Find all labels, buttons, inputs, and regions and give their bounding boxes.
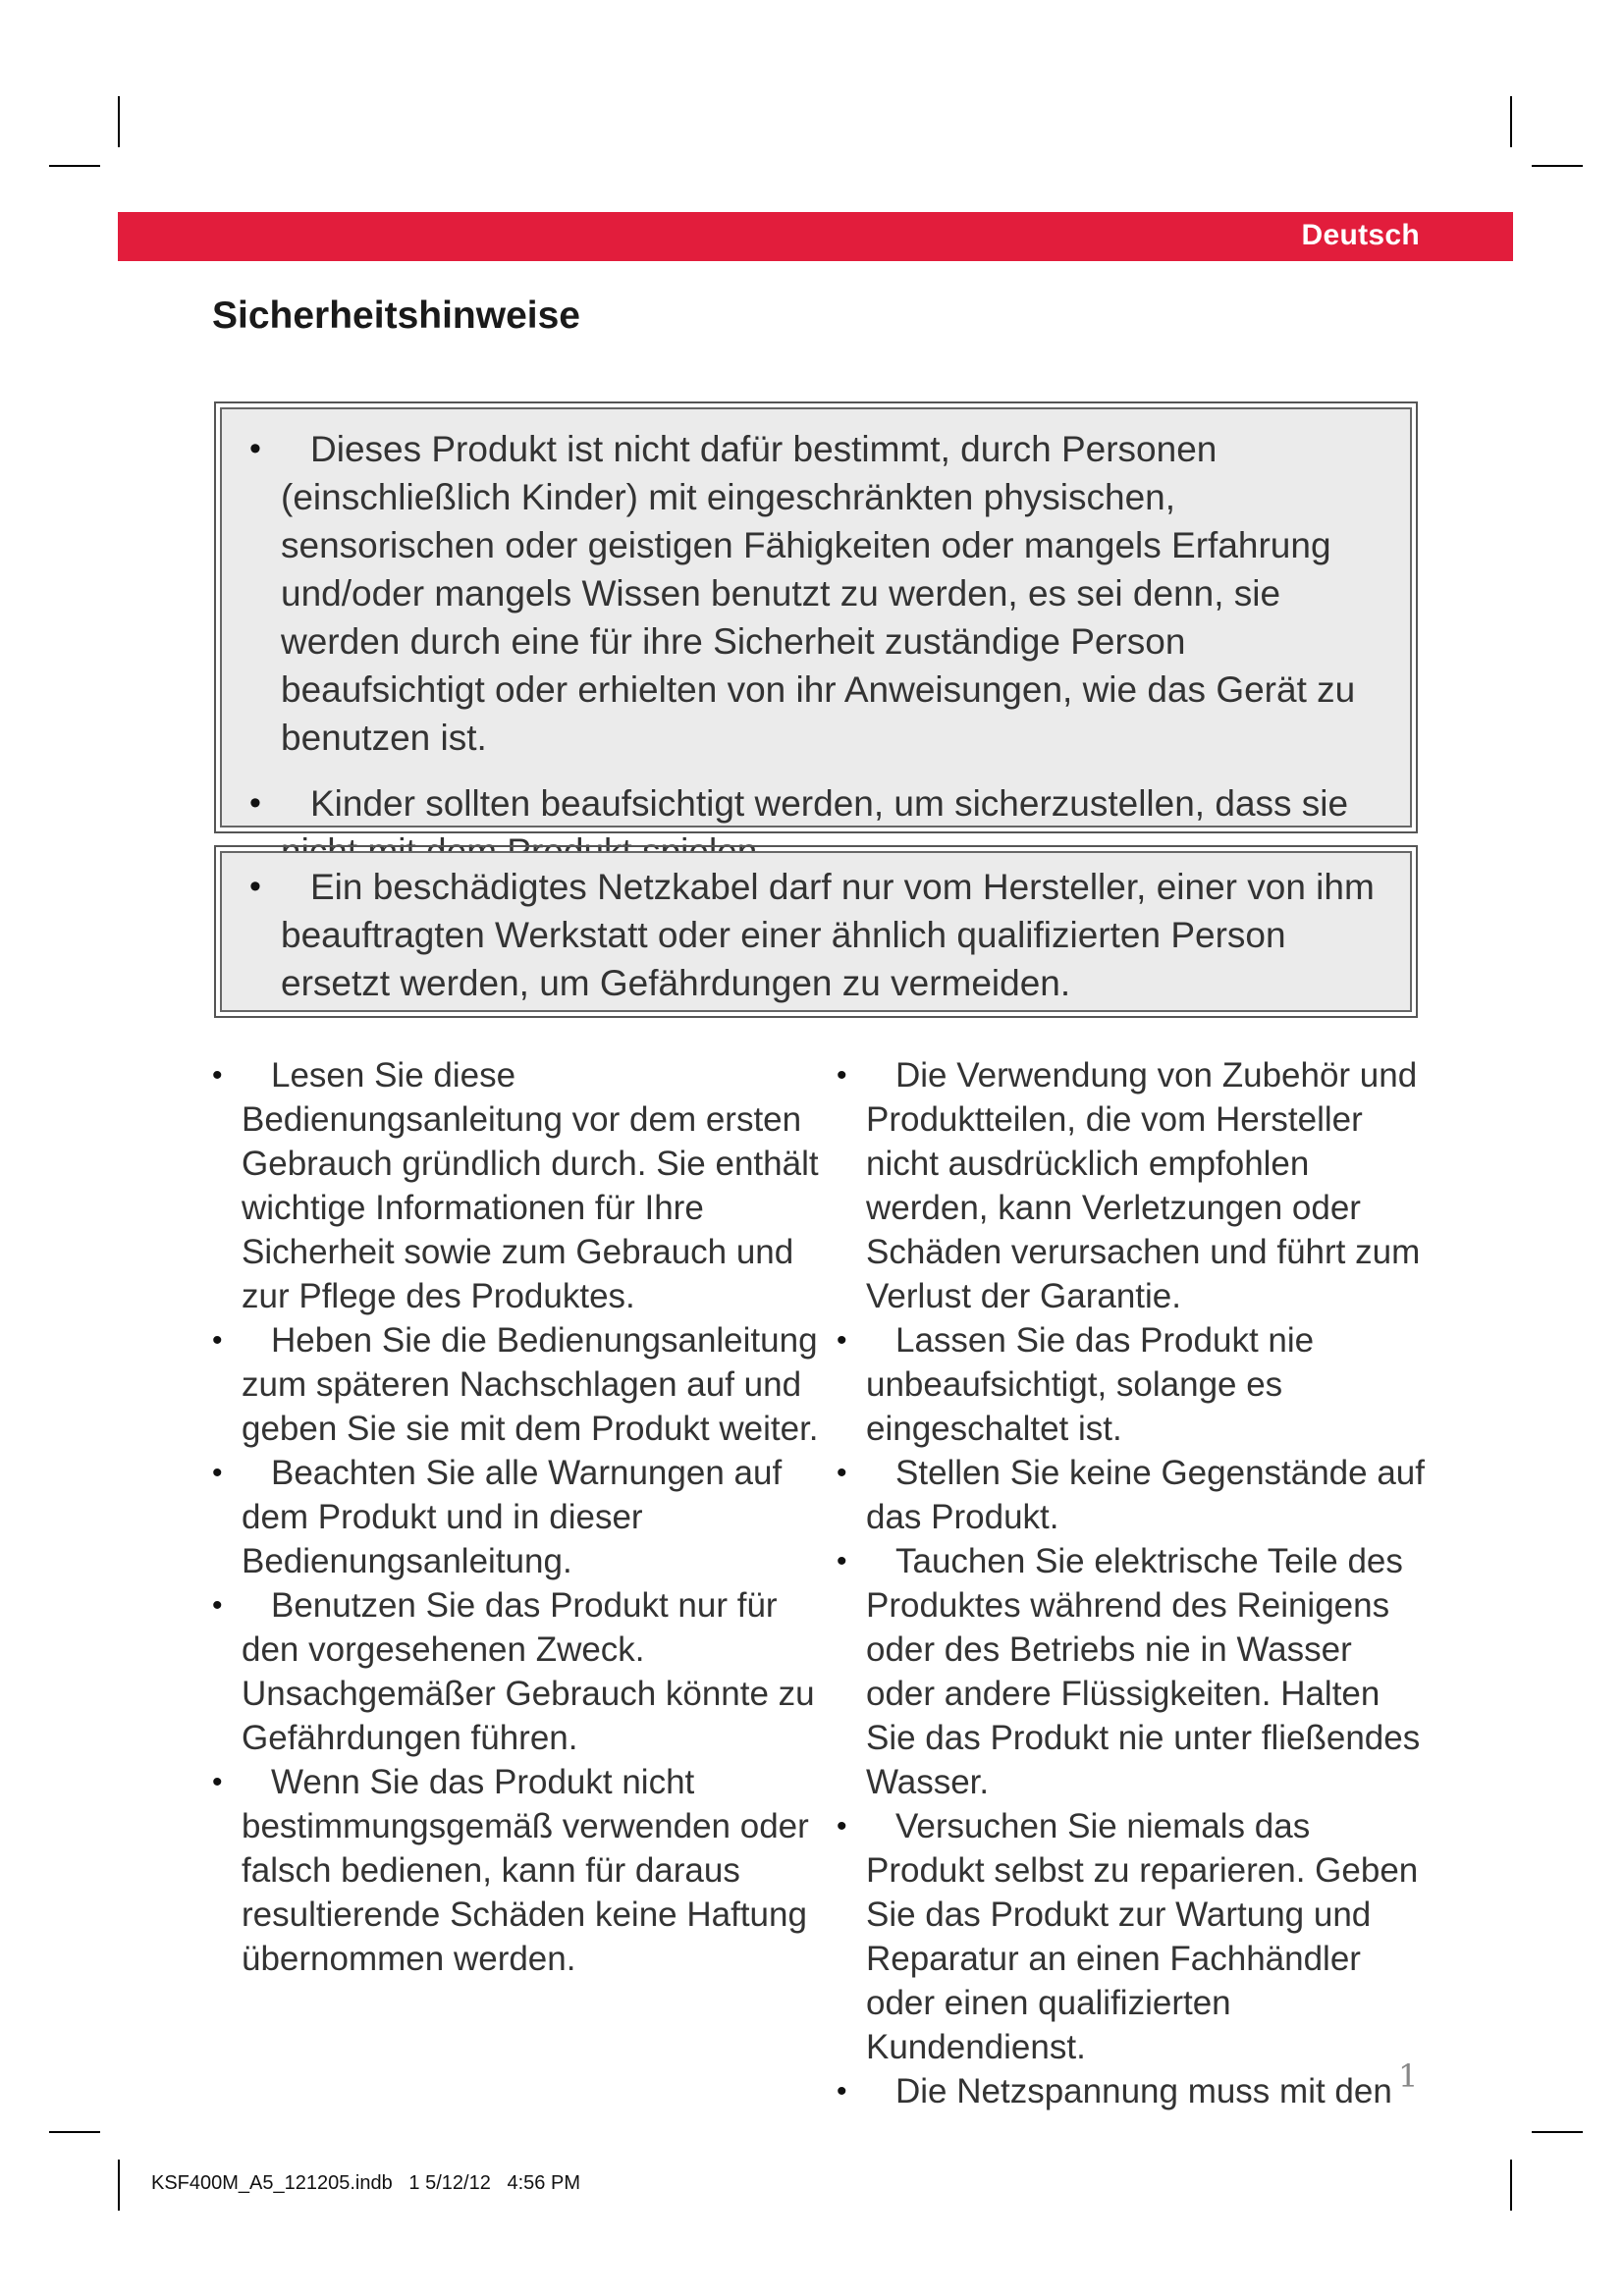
list-item-text: Lesen Sie diese Bedienungsanleitung vor dem ersten Gebrauch gründlich durch. Sie enthält wichtige Informationen für Ihre Sicherheit sowie zum Gebrauch und zur Pflege des Produktes. <box>242 1056 819 1315</box>
bullet-icon: • <box>837 1457 847 1489</box>
crop-mark-top-left-v <box>118 96 120 147</box>
list-item-text: Heben Sie die Bedienungsanleitung zum späteren Nachschlagen auf und geben Sie sie mit dem Produkt weiter. <box>242 1321 819 1448</box>
warning-box-cable <box>214 845 1418 1018</box>
language-header-bar <box>118 212 1513 261</box>
list-item <box>837 1053 1426 1318</box>
warning-box-children <box>214 401 1418 833</box>
list-item <box>212 1583 821 1760</box>
right-column <box>837 1053 1426 2113</box>
crop-mark-top-right-h <box>1532 165 1583 167</box>
warning-item <box>251 425 1380 762</box>
list-item <box>212 1318 821 1451</box>
crop-mark-bottom-right-v <box>1510 2160 1512 2211</box>
list-item-text: Beachten Sie alle Warnungen auf dem Produkt und in dieser Bedienungsanleitung. <box>242 1454 783 1580</box>
left-column <box>212 1053 821 1981</box>
bullet-icon: • <box>249 868 261 905</box>
list-item-text: Tauchen Sie elektrische Teile des Produktes während des Reinigens oder des Betriebs nie in Wasser oder andere Flüssigkeiten. Halten Sie das Produkt nie unter fließendes Wasser. <box>866 1542 1421 1801</box>
list-item-text: Benutzen Sie das Produkt nur für den vorgesehenen Zweck. Unsachgemäßer Gebrauch könnte zu Gefährdungen führen. <box>242 1586 815 1757</box>
crop-mark-top-left-h <box>49 165 100 167</box>
crop-mark-bottom-right-h <box>1532 2131 1583 2133</box>
bullet-icon: • <box>837 1324 847 1357</box>
warning-text: Kinder sollten beaufsichtigt werden, um sicherzustellen, dass sie <box>310 783 1349 824</box>
bullet-icon: • <box>212 1059 223 1092</box>
list-item-text: Die Netzspannung muss mit den <box>895 2072 1392 2110</box>
bullet-icon: • <box>837 1545 847 1577</box>
list-item-text: Die Verwendung von Zubehör und Produktteilen, die vom Hersteller nicht ausdrücklich empfohlen werden, kann Verletzungen oder Schäden verursachen und führt zum Verlust der Garantie. <box>866 1056 1421 1315</box>
warning-text: Ein beschädigtes Netzkabel darf nur vom Hersteller, einer von ihm beauftragten Werkstatt oder einer ähnlich qualifizierten Person ersetzt werden, um Gefährdungen zu vermeiden. <box>281 867 1375 1003</box>
language-label: Deutsch <box>1301 219 1420 251</box>
warning-text: Dieses Produkt ist nicht dafür bestimmt, durch Personen (einschließlich Kinder) mit eingeschränkten physischen, sensorischen oder geistigen Fähigkeiten oder mangels Erfahrung und/oder mangels Wissen benutzt zu werden, es sei denn, sie werden durch eine für ihre Sicherheit zuständige Person beaufsichtigt oder erhielten von ihr Anweisungen, wie das Gerät zu benutzen ist. <box>281 429 1356 758</box>
list-item <box>837 1539 1426 1804</box>
warning-box-inner <box>220 407 1412 828</box>
warning-item <box>251 863 1380 1007</box>
list-item <box>212 1451 821 1583</box>
list-item <box>212 1053 821 1318</box>
list-item <box>837 2069 1426 2113</box>
bullet-icon: • <box>249 784 261 822</box>
print-footer: KSF400M_A5_121205.indb 1 5/12/12 4:56 PM <box>151 2172 580 2194</box>
bullet-icon: • <box>212 1457 223 1489</box>
page-number: 1 <box>1398 2057 1419 2095</box>
list-item-text: Lassen Sie das Produkt nie unbeaufsichtigt, solange es eingeschaltet ist. <box>866 1321 1315 1448</box>
list-item-text: Versuchen Sie niemals das Produkt selbst zu reparieren. Geben Sie das Produkt zur Wartung und Reparatur an einen Fachhändler oder einen qualifizierten Kundendienst. <box>866 1807 1419 2066</box>
list-item-text: Stellen Sie keine Gegenstände auf das Produkt. <box>866 1454 1425 1536</box>
warning-box-inner <box>220 851 1412 1012</box>
bullet-icon: • <box>212 1589 223 1622</box>
list-item <box>212 1760 821 1981</box>
crop-mark-bottom-left-h <box>49 2131 100 2133</box>
list-item <box>837 1804 1426 2069</box>
list-item <box>837 1318 1426 1451</box>
crop-mark-bottom-left-v <box>118 2160 120 2211</box>
crop-mark-top-right-v <box>1510 96 1512 147</box>
list-item <box>837 1451 1426 1539</box>
bullet-icon: • <box>837 2075 847 2108</box>
bullet-icon: • <box>212 1766 223 1798</box>
list-item-text: Wenn Sie das Produkt nicht bestimmungsgemäß verwenden oder falsch bedienen, kann für daraus resultierende Schäden keine Haftung übernommen werden. <box>242 1763 809 1978</box>
bullet-icon: • <box>837 1059 847 1092</box>
bullet-icon: • <box>249 430 261 467</box>
bullet-icon: • <box>837 1810 847 1842</box>
bullet-icon: • <box>212 1324 223 1357</box>
page-title: Sicherheitshinweise <box>212 294 580 337</box>
